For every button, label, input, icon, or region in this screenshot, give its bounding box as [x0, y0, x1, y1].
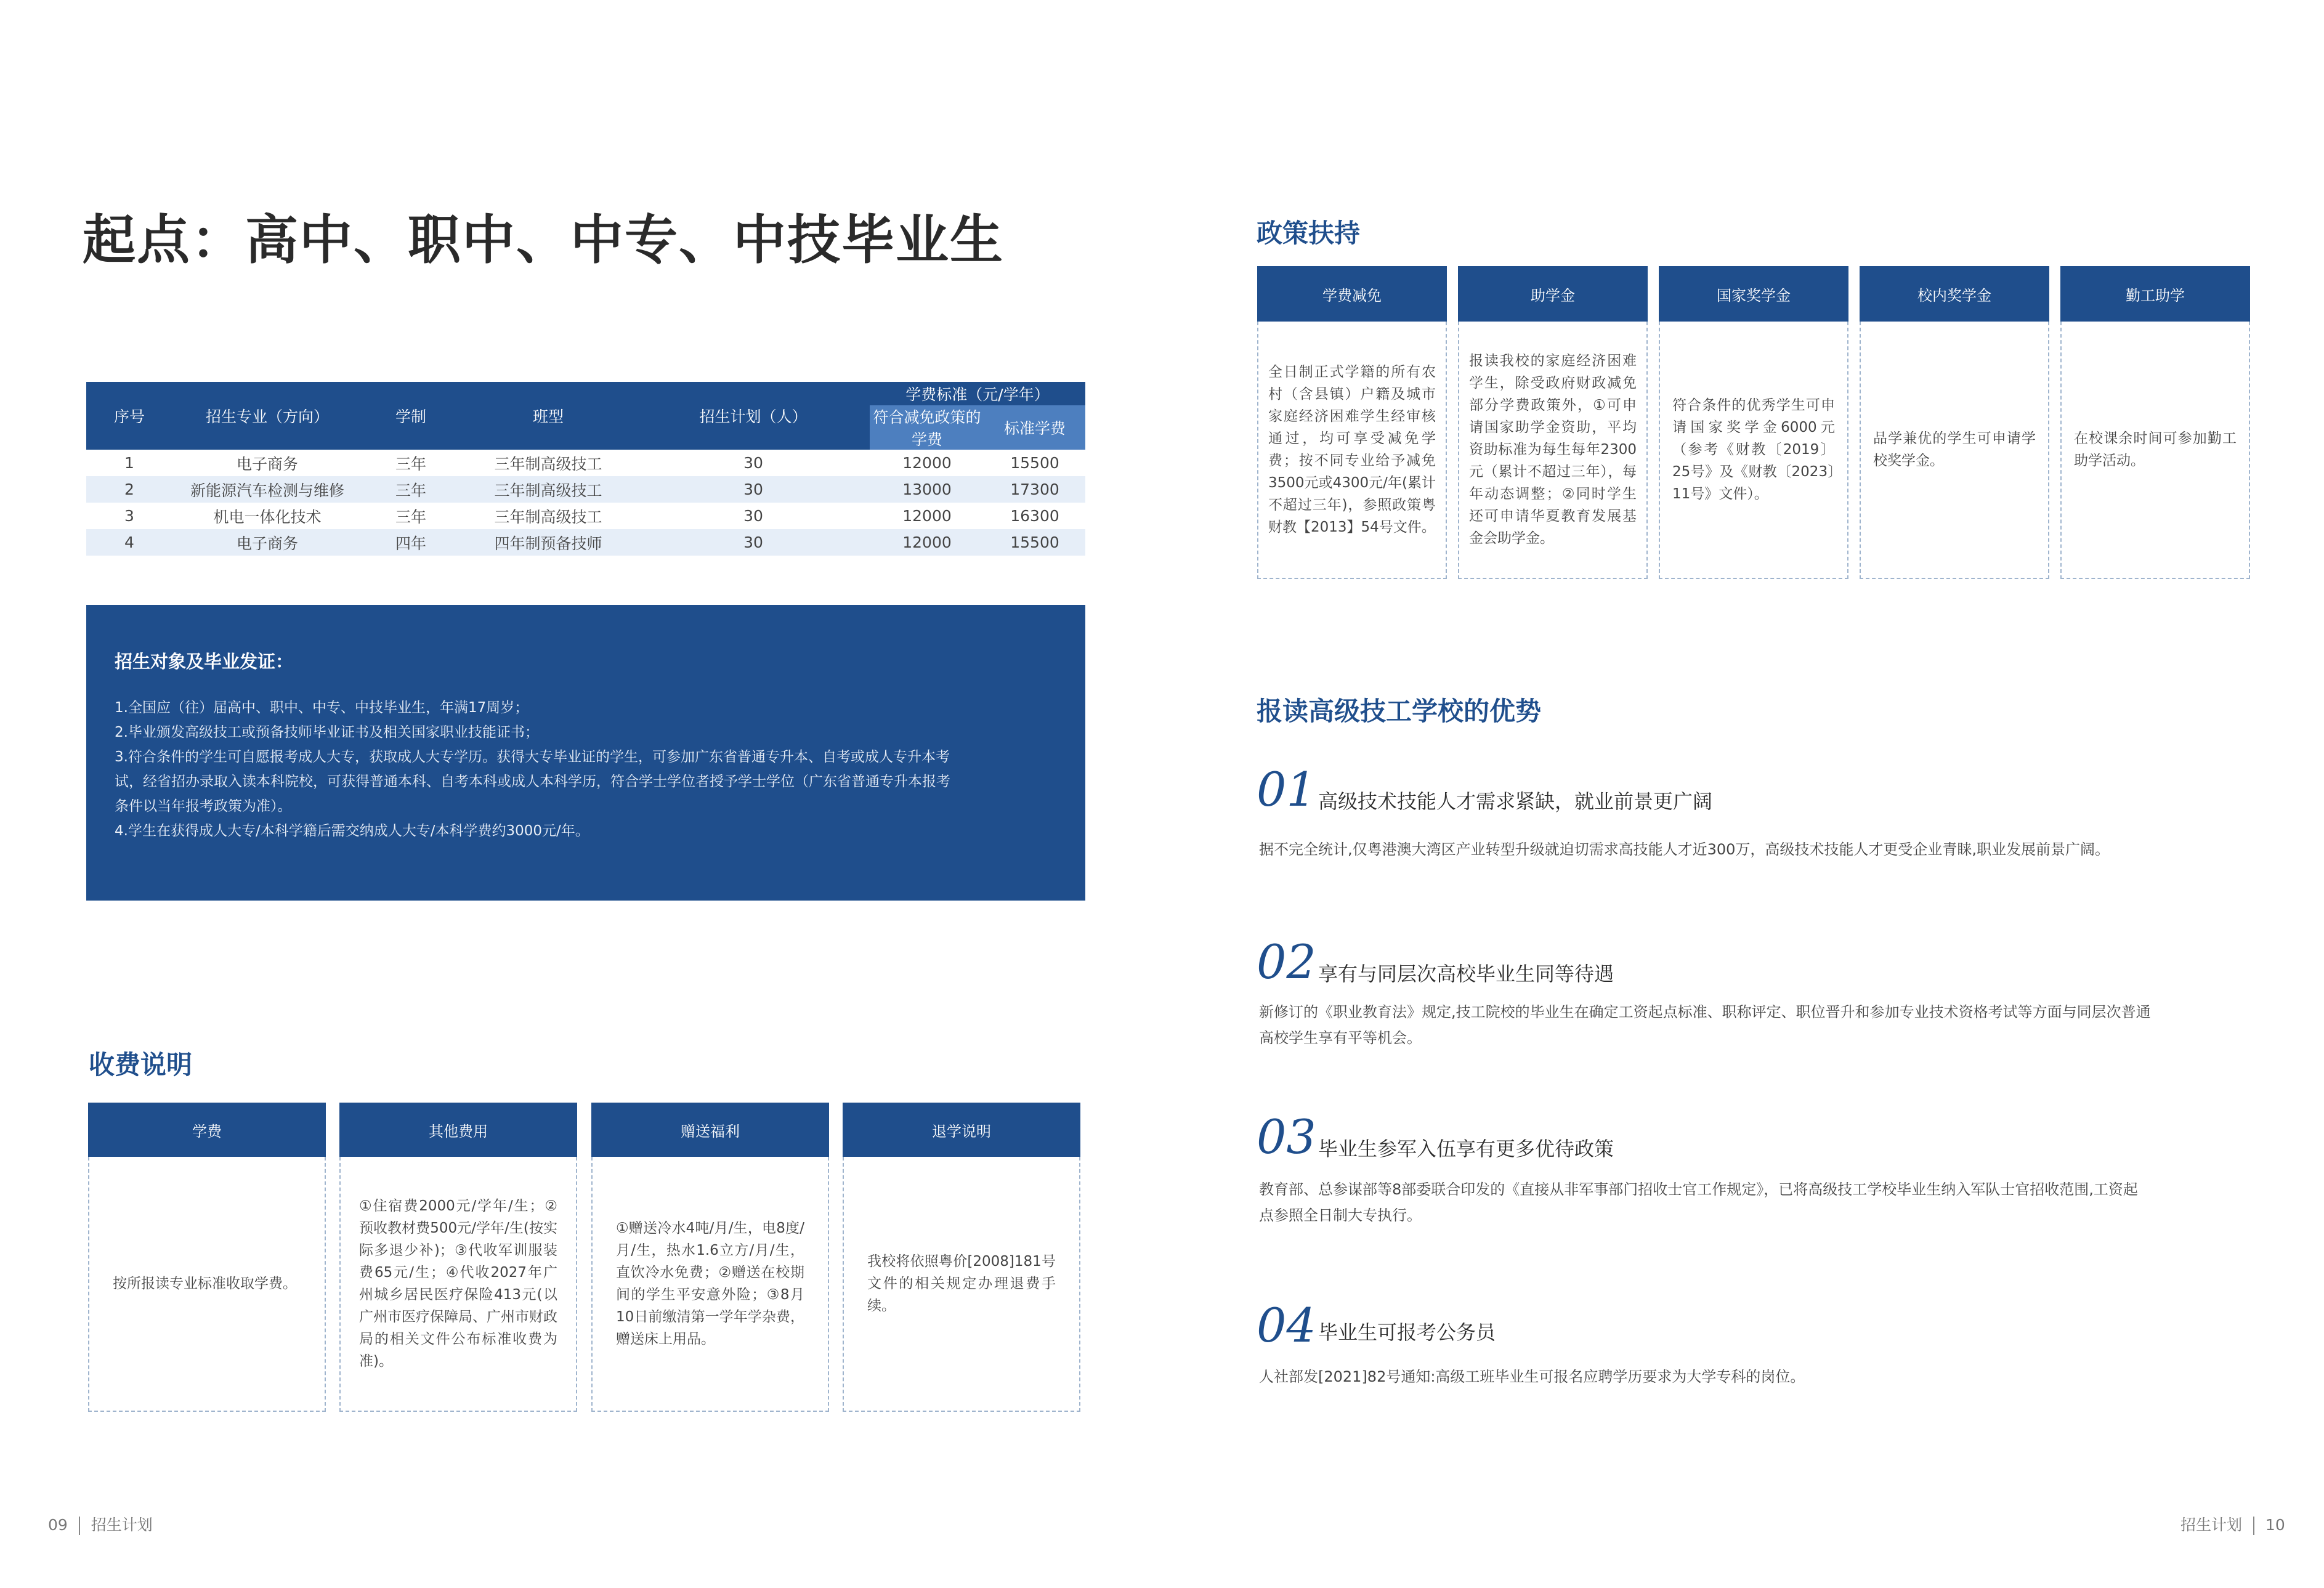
- advantage-number: 02: [1257, 934, 1316, 989]
- info-line: 条件以当年报考政策为准）。: [115, 798, 292, 814]
- advantage-line: 教育部、总参谋部等8部委联合印发的《直接从非军事部门招收士官工作规定》，已将高级技工学校毕业生纳入军队士官招收范围,工资起: [1259, 1181, 2138, 1198]
- policy-card-text: 品学兼优的学生可申请学校奖学金。: [1873, 431, 2036, 469]
- advantage-description: [1259, 837, 2257, 862]
- advantage-description: [1259, 999, 2257, 1051]
- info-line: 3.符合条件的学生可自愿报考成人大专，获取成人大专学历。获得大专毕业证的学生，可参加广东省普通专升本、自考或成人专升本考: [115, 749, 950, 765]
- cell-no: 2: [86, 476, 172, 503]
- info-line: 2.毕业颁发高级技工或预备技师毕业证书及相关国家职业技能证书；: [115, 724, 539, 740]
- cell-plan: 30: [637, 476, 870, 503]
- advantage-description: [1259, 1364, 2257, 1390]
- footer-divider: [79, 1517, 80, 1535]
- fee-card-title: 赠送福利: [591, 1103, 829, 1157]
- cell-years: 三年: [395, 508, 426, 526]
- cell-years: 三年: [395, 455, 426, 473]
- policy-card-body: [2060, 322, 2250, 579]
- col-header-no: 序号: [86, 382, 172, 450]
- cell-class: 三年制高级技工: [494, 508, 602, 526]
- fee-card-body: [843, 1157, 1080, 1412]
- cell-fee-policy: 12000: [902, 454, 952, 472]
- policy-card-title: 国家奖学金: [1659, 266, 1848, 322]
- cell-major: 电子商务: [172, 529, 362, 556]
- cell-fee-standard: 16300: [1010, 507, 1059, 525]
- col-header-fee-standard: 标准学费: [984, 405, 1085, 450]
- advantage-title: 高级技术技能人才需求紧缺，就业前景更广阔: [1318, 790, 1713, 813]
- cell-fee-policy: 12000: [870, 529, 984, 556]
- cell-fee-standard: 17300: [984, 476, 1085, 503]
- page-title: 起点：高中、职中、中专、中技毕业生: [83, 209, 1004, 271]
- cell-plan: 30: [637, 529, 870, 556]
- cell-fee-standard: 15500: [984, 529, 1085, 556]
- cell-years: 三年: [362, 476, 460, 503]
- cell-no: 4: [86, 529, 172, 556]
- cell-plan: 30: [743, 454, 763, 472]
- advantage-line: 高校学生享有平等机会。: [1259, 1029, 1422, 1047]
- advantages-heading: 报读高级技工学校的优势: [1257, 696, 1542, 726]
- policy-card-body: [1458, 322, 1648, 579]
- policy-card-text: 在校课余时间可参加勤工助学活动。: [2074, 431, 2237, 469]
- col-header-years: 学制: [362, 382, 460, 450]
- advantage-number: 03: [1257, 1109, 1316, 1164]
- cell-major: 电子商务: [236, 455, 298, 473]
- cell-plan: 30: [743, 507, 763, 525]
- advantage-title: 毕业生参军入伍享有更多优待政策: [1318, 1137, 1614, 1161]
- advantage-number: 01: [1257, 762, 1316, 817]
- cell-years: 四年: [362, 529, 460, 556]
- policy-card-title: 助学金: [1458, 266, 1648, 322]
- info-box-title: 招生对象及毕业发证：: [115, 651, 294, 672]
- advantage-line: 点参照全日制大专执行。: [1259, 1207, 1422, 1224]
- policy-card-body: [1659, 322, 1848, 579]
- fee-card-title: 学费: [88, 1103, 326, 1157]
- fee-card-text: 按所报读专业标准收取学费。: [113, 1276, 297, 1292]
- policy-heading: 政策扶持: [1257, 218, 1361, 248]
- policy-card-body: [1257, 322, 1447, 579]
- policy-card-title: 学费减免: [1257, 266, 1447, 322]
- col-header-major: 招生专业（方向）: [172, 382, 362, 450]
- cell-fee-policy: 13000: [870, 476, 984, 503]
- footer-label-right: 招生计划: [2180, 1516, 2243, 1534]
- cell-class: 三年制高级技工: [460, 476, 637, 503]
- advantage-description: [1259, 1177, 2257, 1228]
- table-row: [86, 529, 1085, 556]
- cell-major: 机电一体化技术: [213, 508, 322, 526]
- fee-card-text: ①住宿费2000元/学年/生；②预收教材费500元/学年/生(按实际多退少补)；③代收军训服装费65元/生；④代收2027年广州城乡居民医疗保险413元(以广州市医疗保障局、广州市财政局的相关文件公布标准收费为准)。: [359, 1198, 557, 1369]
- tuition-table: [86, 382, 1085, 556]
- cell-class: 三年制高级技工: [494, 455, 602, 473]
- col-header-fee-group: 学费标准（元/学年）: [870, 382, 1085, 405]
- footer-divider: [2253, 1517, 2254, 1535]
- col-header-fee-policy: 符合减免政策的学费: [870, 405, 984, 450]
- fee-card-title: 退学说明: [843, 1103, 1080, 1157]
- footer-left: [48, 1513, 153, 1535]
- footer-label-left: 招生计划: [91, 1516, 153, 1534]
- fee-card-title: 其他费用: [339, 1103, 577, 1157]
- policy-card-text: 全日制正式学籍的所有农村（含县镇）户籍及城市家庭经济困难学生经审核通过，均可享受减免学费；按不同专业给予减免3500元或4300元/年(累计不超过三年)，参照政策粤财教【2013】54号文件。: [1268, 364, 1436, 535]
- info-line: 1.全国应（往）届高中、职中、中专、中技毕业生，年满17周岁；: [115, 700, 529, 716]
- cell-no: 3: [124, 507, 134, 525]
- advantage-line: 据不完全统计,仅粤港澳大湾区产业转型升级就迫切需求高技能人才近300万，高级技术技能人才更受企业青睐,职业发展前景广阔。: [1259, 841, 2110, 858]
- policy-card-title: 校内奖学金: [1860, 266, 2049, 322]
- cell-major: 新能源汽车检测与维修: [172, 476, 362, 503]
- advantage-title: 毕业生可报考公务员: [1318, 1321, 1496, 1344]
- col-header-plan: 招生计划（人）: [637, 382, 870, 450]
- page-number-left: 09: [48, 1516, 68, 1534]
- policy-card-body: [1860, 322, 2049, 579]
- table-row: [86, 476, 1085, 503]
- table-row: [86, 450, 1085, 476]
- enrollment-info-box: [86, 605, 1085, 901]
- page-number-right: 10: [2265, 1516, 2285, 1534]
- cell-fee-policy: 12000: [902, 507, 952, 525]
- fee-card-body: [88, 1157, 326, 1412]
- policy-card-title: 勤工助学: [2060, 266, 2250, 322]
- fee-card-body: [591, 1157, 829, 1412]
- advantage-title: 享有与同层次高校毕业生同等待遇: [1318, 962, 1614, 986]
- fee-card-text: 我校将依照粤价[2008]181号文件的相关规定办理退费手续。: [867, 1254, 1056, 1314]
- advantage-line: 新修订的《职业教育法》规定,技工院校的毕业生在确定工资起点标准、职称评定、职位晋升和参加专业技术资格考试等方面与同层次普通: [1259, 1003, 2151, 1021]
- fee-card-text: ①赠送冷水4吨/月/生，电8度/月/生，热水1.6立方/月/生，直饮冷水免费；②赠送在校期间的学生平安意外险；③8月10日前缴清第一学年学杂费，赠送床上用品。: [616, 1220, 804, 1347]
- cell-class: 四年制预备技师: [460, 529, 637, 556]
- fee-card-body: [339, 1157, 577, 1412]
- policy-card-text: 报读我校的家庭经济困难学生，除受政府财政减免部分学费政策外，①可申请国家助学金资助，平均资助标准为每生每年2300元（累计不超过三年），每年动态调整；②同时学生还可申请华夏教育发展基金会助学金。: [1469, 353, 1637, 546]
- fees-heading: 收费说明: [89, 1050, 193, 1080]
- col-header-class: 班型: [460, 382, 637, 450]
- policy-card-text: 符合条件的优秀学生可申请国家奖学金6000元（参考《财教〔2019〕25号》及《财教〔2023〕11号》文件）。: [1672, 397, 1835, 502]
- advantage-line: 人社部发[2021]82号通知:高级工班毕业生可报名应聘学历要求为大学专科的岗位。: [1259, 1368, 1805, 1385]
- table-row: [86, 503, 1085, 529]
- cell-fee-standard: 15500: [1010, 454, 1059, 472]
- cell-no: 1: [124, 454, 134, 472]
- advantage-number: 04: [1257, 1298, 1316, 1353]
- footer-right: [2180, 1513, 2285, 1535]
- info-line: 试，经省招办录取入读本科院校，可获得普通本科、自考本科或成人本科学历，符合学士学位者授予学士学位（广东省普通专升本报考: [115, 774, 950, 790]
- info-line: 4.学生在获得成人大专/本科学籍后需交纳成人大专/本科学费约3000元/年。: [115, 823, 589, 839]
